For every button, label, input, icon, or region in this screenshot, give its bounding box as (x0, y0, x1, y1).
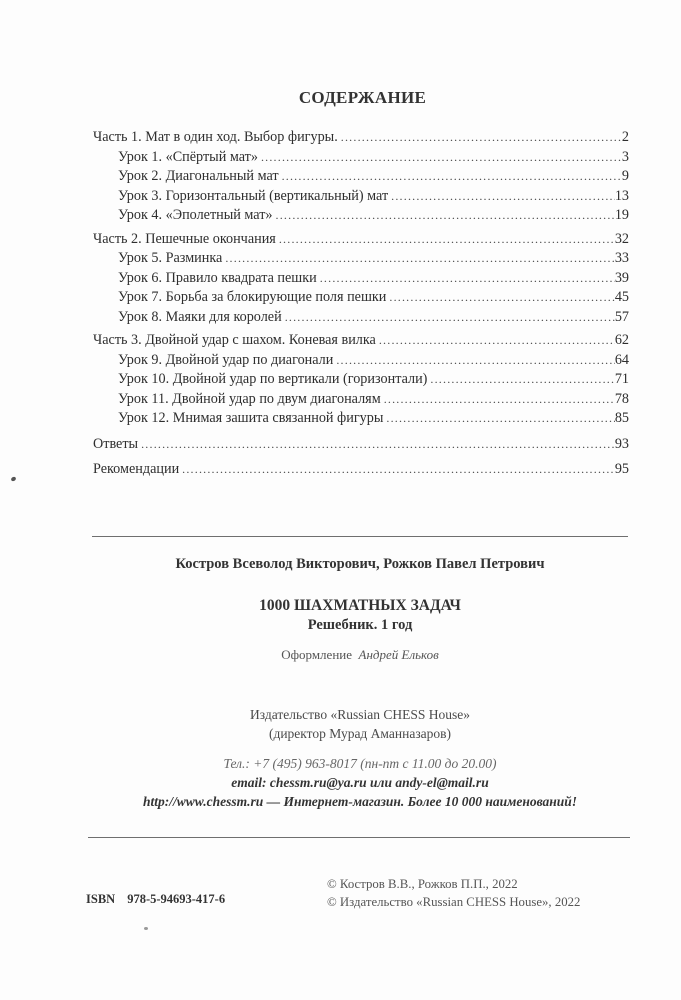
toc-leader-dots (182, 460, 615, 480)
toc-entry-lesson-6[interactable] (93, 269, 629, 289)
toc-leader-dots (320, 269, 615, 289)
design-name: Андрей Ельков (358, 647, 439, 662)
toc-entry-label: Урок 11. Двойной удар по двум диагоналям (118, 390, 381, 407)
toc-entry-lesson-12[interactable] (93, 409, 629, 429)
toc-entry-label: Урок 2. Диагональный мат (118, 168, 279, 184)
toc-leader-dots (282, 167, 622, 187)
toc-heading: СОДЕРЖАНИЕ (298, 88, 427, 107)
toc-leader-dots (386, 409, 614, 429)
toc-entry-page: 9 (621, 168, 629, 184)
toc-entry-page: 93 (614, 435, 629, 452)
paper-speck (144, 927, 148, 930)
toc-leader-dots (285, 308, 615, 328)
toc-entry-part-2[interactable] (93, 230, 629, 250)
toc-entry-lesson-7[interactable] (93, 288, 629, 308)
toc-leader-dots (384, 390, 615, 410)
toc-entry-part-3[interactable] (93, 331, 629, 351)
toc-entry-lesson-5[interactable] (93, 249, 629, 269)
toc-entry-lesson-11[interactable] (93, 390, 629, 410)
toc-entry-lesson-1[interactable] (93, 148, 629, 168)
toc-entry-lesson-2[interactable] (93, 167, 629, 187)
toc-leader-dots (141, 435, 615, 455)
toc-entry-lesson-9[interactable] (93, 351, 629, 371)
divider-top (92, 536, 628, 537)
toc-entry-label: Часть 3. Двойной удар с шахом. Коневая вилка (93, 332, 376, 348)
toc-leader-dots (430, 370, 614, 390)
book-title: 1000 ШАХМАТНЫХ ЗАДАЧ (259, 597, 461, 614)
toc-entry-lesson-3[interactable] (93, 187, 629, 207)
website-link[interactable]: http://www.chessm.ru — Интернет-магазин. Более 10 000 наименований! (142, 794, 578, 809)
toc-entry-label: Часть 1. Мат в один ход. Выбор фигуры. (93, 129, 338, 145)
toc-entry-label: Ответы (93, 435, 139, 452)
toc-entry-label: Часть 2. Пешечные окончания (93, 230, 276, 247)
toc-leader-dots (389, 288, 614, 308)
toc-leader-dots (341, 128, 622, 148)
email-contacts[interactable]: email: chessm.ru@ya.ru или andy-el@mail.ru (231, 775, 489, 790)
toc-entry-label: Урок 10. Двойной удар по вертикали (горизонтали) (118, 371, 428, 387)
book-subtitle: Решебник. 1 год (307, 617, 413, 633)
divider-bottom (88, 837, 630, 838)
toc-entry-label: Урок 3. Горизонтальный (вертикальный) мат (118, 187, 389, 204)
toc-entry-lesson-10[interactable] (93, 370, 629, 390)
design-credit (90, 647, 630, 663)
toc-entry-label: Урок 8. Маяки для королей (118, 308, 282, 325)
toc-entry-recommendations[interactable] (93, 460, 629, 480)
isbn-label: ISBN (86, 892, 116, 906)
toc-entry-page: 45 (614, 289, 629, 305)
toc-entry-page: 95 (614, 461, 629, 477)
publisher-director: (директор Мурад Аманназаров) (268, 726, 452, 741)
toc-entry-label: Урок 7. Борьба за блокирующие поля пешки (118, 289, 387, 305)
authors: Костров Всеволод Викторович, Рожков Павел Петрович (175, 556, 545, 572)
toc-entry-lesson-8[interactable] (93, 308, 629, 328)
toc-entry-page: 71 (614, 371, 629, 387)
toc-leader-dots (225, 249, 614, 269)
toc-entry-page: 3 (621, 148, 629, 165)
toc-entry-label: Урок 6. Правило квадрата пешки (118, 269, 317, 286)
table-of-contents (93, 128, 629, 480)
paper-speck (10, 476, 16, 482)
phone: Тел.: +7 (495) 963-8017 (пн-пт с 11.00 до 20.00) (223, 756, 497, 771)
toc-entry-label: Урок 1. «Спёртый мат» (118, 148, 258, 165)
copyright-authors: © Костров В.В., Рожков П.П., 2022 (327, 877, 518, 891)
toc-entry-page: 57 (614, 308, 629, 325)
toc-leader-dots (391, 187, 615, 207)
toc-entry-answers[interactable] (93, 435, 629, 455)
toc-entry-page: 19 (614, 207, 629, 223)
toc-entry-page: 2 (621, 129, 629, 145)
toc-entry-label: Урок 12. Мнимая зашита связанной фигуры (118, 410, 384, 426)
publisher: Издательство «Russian CHESS House» (250, 707, 470, 722)
toc-entry-part-1[interactable] (93, 128, 629, 148)
toc-entry-label: Урок 4. «Эполетный мат» (118, 207, 273, 223)
toc-entry-lesson-4[interactable] (93, 206, 629, 226)
toc-entry-page: 13 (614, 187, 629, 204)
isbn-number: 978-5-94693-417-6 (127, 892, 226, 906)
toc-leader-dots (279, 230, 615, 250)
design-label: Оформление (281, 647, 353, 662)
isbn (86, 892, 225, 907)
toc-leader-dots (379, 331, 615, 351)
toc-leader-dots (336, 351, 614, 371)
toc-entry-page: 62 (614, 332, 629, 348)
toc-entry-label: Рекомендации (93, 461, 180, 477)
toc-leader-dots (261, 148, 622, 168)
toc-entry-page: 64 (614, 351, 629, 368)
toc-entry-page: 78 (614, 390, 629, 407)
toc-entry-page: 39 (614, 269, 629, 286)
toc-entry-label: Урок 5. Разминка (118, 250, 223, 266)
toc-leader-dots (276, 206, 615, 226)
toc-entry-page: 85 (614, 410, 629, 426)
toc-entry-label: Урок 9. Двойной удар по диагонали (118, 351, 334, 368)
copyright-publisher: © Издательство «Russian CHESS House», 2022 (327, 895, 581, 909)
toc-entry-page: 32 (614, 230, 629, 247)
toc-entry-page: 33 (614, 250, 629, 266)
